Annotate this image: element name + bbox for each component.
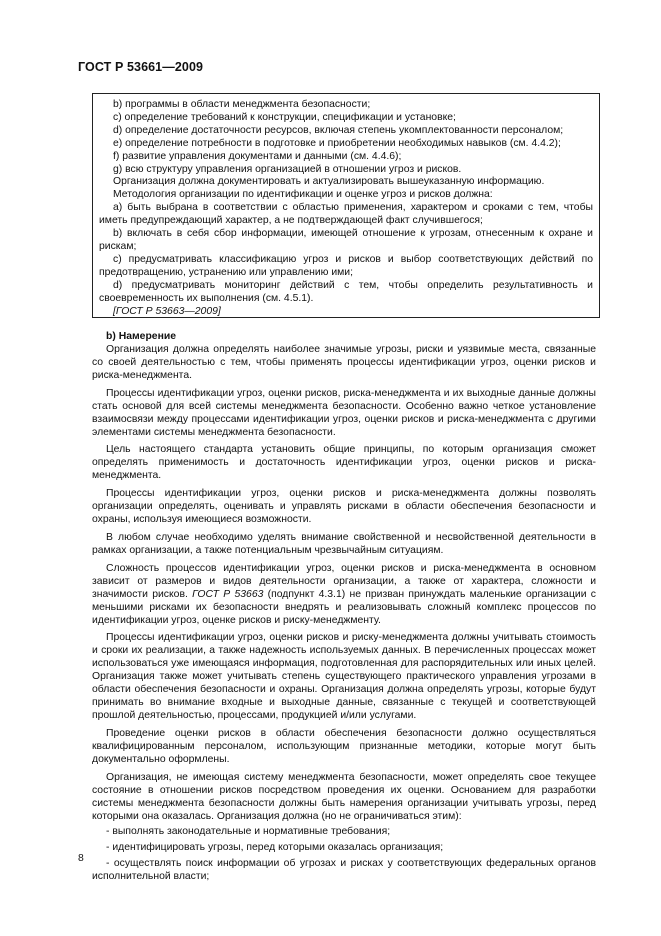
box-line: e) определение потребности в подготовке и приобретении необходимых навыков (см. 4.4.2); [113,137,561,149]
paragraph: Цель настоящего стандарта установить общие принципы, по которым организация сможет определять применимость и достаточность идентификации угроз, оценки рисков и риска-менеджмента. [92,444,596,482]
quoted-standard-box [92,93,600,318]
standard-reference: ГОСТ Р 53663 [192,588,264,600]
box-line: f) развитие управления документами и данными (см. 4.4.6); [113,150,402,162]
box-line: c) предусматривать классификацию угроз и рисков и выбор соответствующих действий по предотвращению, устранению или управлению ими; [99,253,593,278]
box-line: d) определение достаточности ресурсов, включая степень укомплектованности персоналом; [113,124,564,136]
box-line: Организация должна документировать и актуализировать вышеуказанную информацию. [113,176,545,188]
box-line: c) определение требований к конструкции, спецификации и установке; [113,111,456,123]
box-line: g) всю структуру управления организацией в отношении угроз и рисков. [113,163,462,175]
paragraph: В любом случае необходимо уделять внимание свойственной и несвойственной деятельности в рамках организации, а также потенциальным чрезвычайным ситуациям. [92,531,596,556]
paragraph: Процессы идентификации угроз, оценки рисков и риска-менеджмента должны позволять организации определять, оценивать и управлять рисками в области обеспечения безопасности и охраны, используя имеющиеся возможности. [92,488,596,526]
section-body [92,331,596,884]
paragraph: Проведение оценки рисков в области обеспечения безопасности должно осуществляться квалифицированным персоналом, использующим признанные методики, которые могут быть документально оформлены. [92,727,596,765]
box-line: b) включать в себя сбор информации, имеющей отношение к угрозам, отнесенным к охране и рискам; [99,228,593,252]
document-header: ГОСТ Р 53661—2009 [78,60,204,74]
paragraph: Процессы идентификации угроз, оценки рисков и риску-менеджмента должны учитывать стоимость и сроки их реализации, а также надежность используемых данных. В перечисленных процессах может использоваться уже имеющаяся информация, подготовленная для распорядительных или иных целей. Организация также может учитывать степень существующего практического управления угрозами в области обеспечения безопасности и охраны. Организация должна определять угрозы, которые будут принимать во внимание входные и выходные данные, связанные с текущей и соответствующей прошлой деятельностью, процессами, продукцией и/или услугами. [92,632,596,722]
list-item: - идентифицировать угрозы, перед которыми оказалась организация; [106,842,444,854]
paragraph: Процессы идентификации угроз, оценки рисков, риска-менеджмента и их выходные данные должны стать основой для всей системы менеджмента безопасности. Особенно важно четкое установление взаимосвязи между процессами идентификации угроз, оценки рисков и риска-менеджмента с другими элементами системы менеджмента безопасности. [92,387,596,438]
box-line: b) программы в области менеджмента безопасности; [113,99,371,110]
box-line: Методология организации по идентификации и оценке угроз и рисков должна: [113,189,493,201]
page-number: 8 [78,853,84,864]
list-item: - осуществлять поиск информации об угрозах и рисках у соответствующих федеральных органов исполнительной власти; [92,857,596,882]
section-heading: b) Намерение [106,331,177,342]
box-line: a) быть выбрана в соответствии с областью применения, характером и сроками с тем, чтобы иметь предупреждающий характер, а не подтверждающей факт случившегося; [99,202,593,227]
paragraph-text: Сложность процессов идентификации угроз, оценки рисков и риска-менеджмента в основном зависит от размеров и видов деятельности организации, а также от характера, сложности и значимости рисков. [92,562,596,600]
box-line: d) предусматривать мониторинг действий с тем, чтобы определить результативность и своевременность их выполнения (см. 4.5.1). [99,279,593,304]
list-item: - выполнять законодательные и нормативные требования; [106,826,391,838]
paragraph [92,563,596,628]
paragraph: Организация должна определять наиболее значимые угрозы, риски и уязвимые места, связанные со своей деятельностью с тем, чтобы применять процессы идентификации угроз, оценки рисков и риска-менеджмента. [92,343,596,381]
paragraph-text: (подпункт 4.3.1) не призван принуждать маленькие организации с меньшими рисками их безопасности внедрять и реализовывать сложный комплекс процессов по идентификации угроз, оценке рисков и риску-менеджменту. [92,588,596,626]
box-citation: [ГОСТ Р 53663—2009] [113,305,221,317]
paragraph: Организация, не имеющая систему менеджмента безопасности, может определять свое текущее состояние в отношении рисков посредством проведения их оценки. Основанием для разработки системы менеджмента безопасности должны быть намерения организации учитывать угрозы, перед которыми она оказалась. Организация должна (но не ограничиваться этим): [92,771,596,822]
